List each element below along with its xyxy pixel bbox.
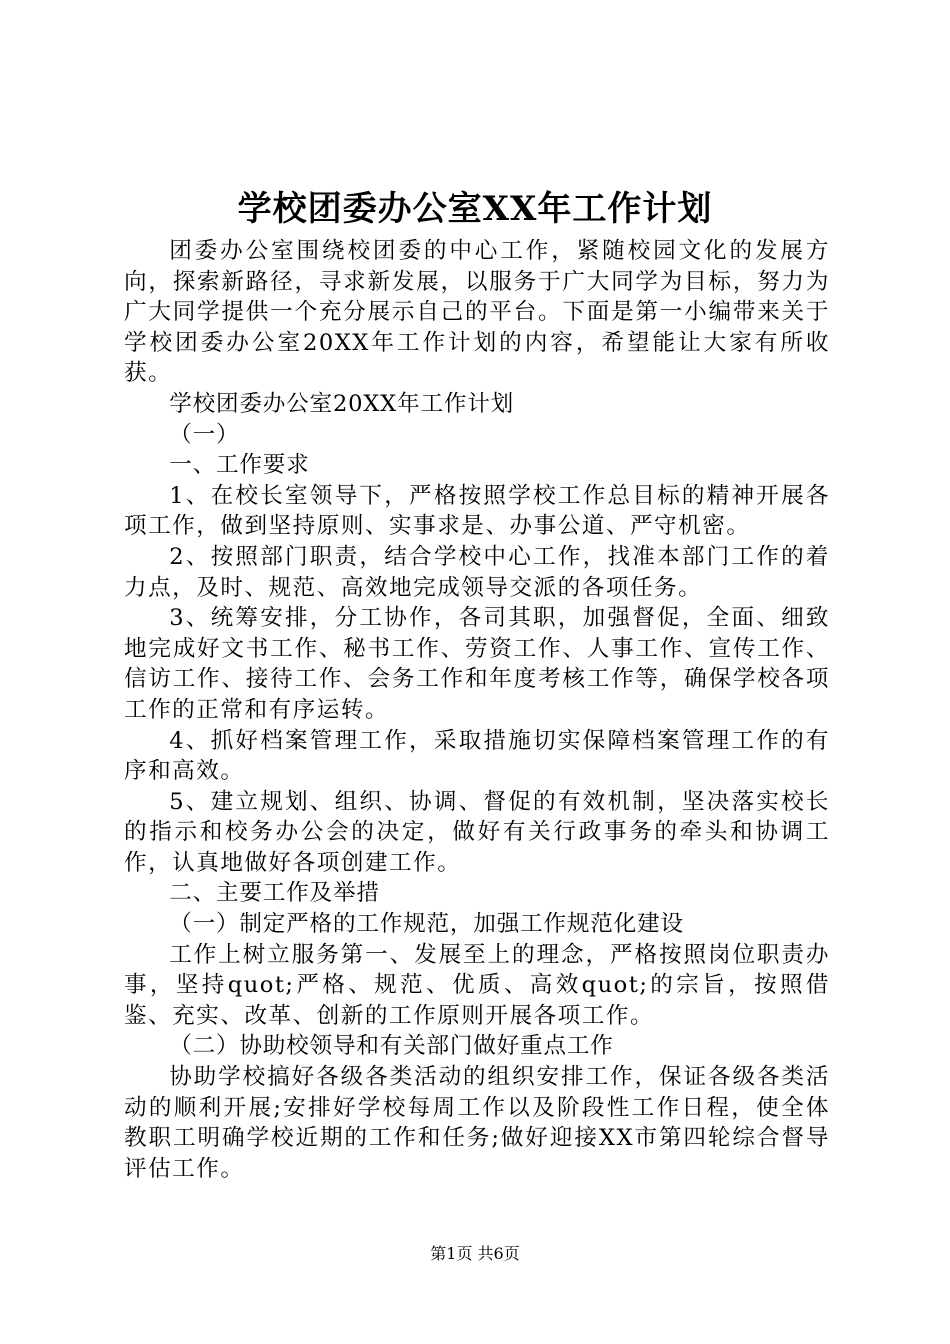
intro-paragraph: 团委办公室围绕校团委的中心工作，紧随校园文化的发展方向，探索新路径，寻求新发展，以服务于广大同学为目标，努力为广大同学提供一个充分展示自己的平台。下面是第一小编带来关于学校团委办公室20XX年工作计划的内容，希望能让大家有所收获。 — [124, 238, 830, 387]
requirement-item-2: 2、按照部门职责，结合学校中心工作，找准本部门工作的着力点，及时、规范、高效地完成领导交派的各项任务。 — [124, 543, 830, 601]
subsection-heading-1: （一）制定严格的工作规范，加强工作规范化建设 — [169, 911, 684, 938]
section-heading-measures: 二、主要工作及举措 — [169, 880, 380, 907]
plan-heading: 学校团委办公室20XX年工作计划 — [169, 390, 515, 417]
section-heading-requirements: 一、工作要求 — [169, 452, 310, 479]
requirement-item-1: 1、在校长室领导下，严格按照学校工作总目标的精神开展各项工作，做到坚持原则、实事求是、办事公道、严守机密。 — [124, 482, 830, 540]
requirement-item-3: 3、统筹安排，分工协作，各司其职，加强督促，全面、细致地完成好文书工作、秘书工作、劳资工作、人事工作、宣传工作、信访工作、接待工作、会务工作和年度考核工作等，确保学校各项工作的正常和有序运转。 — [124, 605, 830, 723]
subsection-heading-2: （二）协助校领导和有关部门做好重点工作 — [169, 1033, 614, 1060]
section-marker: （一） — [169, 421, 240, 448]
subsection-paragraph-1: 工作上树立服务第一、发展至上的理念，严格按照岗位职责办事，坚持quot;严格、规范、优质、高效quot;的宗旨，按照借鉴、充实、改革、创新的工作原则开展各项工作。 — [124, 941, 830, 1029]
requirement-item-4: 4、抓好档案管理工作，采取措施切实保障档案管理工作的有序和高效。 — [124, 727, 830, 785]
document-body — [124, 236, 830, 1184]
page-footer: 第1页 共6页 — [430, 1244, 520, 1263]
document-title: 学校团委办公室XX年工作计划 — [237, 189, 713, 229]
subsection-paragraph-2: 协助学校搞好各级各类活动的组织安排工作，保证各级各类活动的顺利开展;安排好学校每周工作以及阶段性工作日程，使全体教职工明确学校近期的工作和任务;做好迎接XX市第四轮综合督导评估工作。 — [124, 1064, 830, 1182]
requirement-item-5: 5、建立规划、组织、协调、督促的有效机制，坚决落实校长的指示和校务办公会的决定，做好有关行政事务的牵头和协调工作，认真地做好各项创建工作。 — [124, 788, 830, 876]
